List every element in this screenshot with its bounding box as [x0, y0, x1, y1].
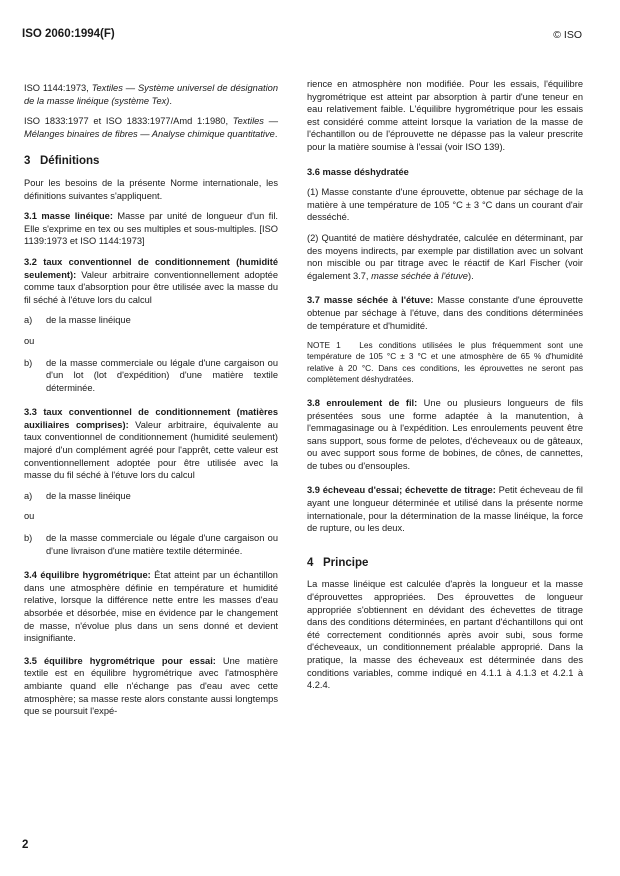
- reference-iso-1144: ISO 1144:1973, Textiles — Système universel de désignation de la masse linéique (système Tex).: [24, 83, 278, 106]
- standard-number: ISO 2060:1994(F): [22, 28, 115, 40]
- list-item: a) de la masse linéique: [24, 315, 131, 326]
- left-column: [24, 82, 278, 726]
- definition-3-3: 3.3 taux conventionnel de conditionnement (matières auxiliaires comprises): Valeur arbitraire, équivalente au taux conventionnel de conditionnement (humidité seulement) majoré d'un complément agréé pour l'apprêt, cette valeur est conventionnellement adoptée pour être utilisée avec la masse du fil séché à l'étuve lors du calcul: [24, 407, 279, 481]
- definition-3-6: 3.6 masse déshydratée: [307, 166, 409, 177]
- definition-3-2: 3.2 taux conventionnel de conditionnement (humidité seulement): Valeur arbitraire conventionnellement adoptée comme taux d'absorption pour être utilisée avec la masse du fil séché à l'étuve lors du calcul: [24, 256, 278, 305]
- page-number: 2: [22, 839, 29, 851]
- section-3-heading: 3 Définitions: [24, 155, 100, 168]
- list-connector: ou: [24, 335, 35, 346]
- right-column: [307, 78, 583, 700]
- list-connector: ou: [24, 511, 35, 522]
- definition-3-5-continued: rience en atmosphère non modifiée. Pour les essais, l'équilibre hygrométrique est atteint par absorption à partir d'une teneur en eau relativement faible. L'équilibre hygrométrique pour les essais est considéré comme atteint lorsque la variation de la masse de l'échantillon ou de l'éprouvette ne dépasse pas la valeur prescrite pour la matière soumise à l'essai (voir ISO 139).: [307, 79, 583, 152]
- definition-3-6-part-2: (2) Quantité de matière déshydratée, calculée en déterminant, par des moyens indirects, par exemple par distillation avec un solvant non miscible ou par titrage avec le réactif de Karl Fischer (voir également 3.7, masse séchée à l'étuve).: [307, 232, 583, 281]
- principle-text: La masse linéique est calculée d'après la longueur et la masse d'éprouvettes appropriées. Des éprouvettes de longueur appropriée s'obtiennent en dévidant des échevettes de titrage dans des conditions déterminées, en partant d'échantillons qui ont été correctement conditionnés après avoir subi, sous forme d'écheveaux, un conditionnement préalable approprié. Dans la pratique, la masse des écheveaux est déterminée dans des conditions variables, comme indiqué en 4.1.1 à 4.1.3 et 4.2.1 à 4.2.4.: [307, 579, 583, 691]
- definition-3-5: 3.5 équilibre hygrométrique pour essai: Une matière textile est en équilibre hygrométrique avec l'atmosphère ambiante quand elle n'échange pas d'eau avec cette atmosphère; sa masse reste alors constante aussi longtemps que se poursuit l'expé-: [24, 655, 278, 717]
- list-item: b) de la masse commerciale ou légale d'une cargaison ou d'un lot (lot d'expédition) d'une matière textile déterminée.: [24, 357, 278, 393]
- definition-3-4: 3.4 équilibre hygrométrique: État atteint par un échantillon dans une atmosphère définie en température et humidité relative, lorsque la différence nette entre les masses d'eau absorbée et désorbée, mise en évidence par le changement de masse, n'évolue plus dans un sens donné et devient insignifiante.: [24, 570, 278, 644]
- section-4-heading: 4 Principe: [307, 556, 369, 569]
- list-item: a) de la masse linéique: [24, 490, 131, 501]
- definition-3-7: 3.7 masse séchée à l'étuve: Masse constante d'une éprouvette obtenue par séchage à l'étuve, dans des conditions déterminées de température et d'humidité.: [307, 295, 584, 331]
- definition-3-8: 3.8 enroulement de fil: Une ou plusieurs longueurs de fils présentées sous une forme adaptée à la manutention, à l'emmagasinage ou à l'expédition. Les enroulements peuvent être sans support, sous forme de pelotes, d'écheveaux ou de gâteaux, ou avec support sous forme de bobines, de cônes, de cannettes, de tubes ou d'ensouples.: [307, 397, 583, 471]
- definition-3-6-part-1: (1) Masse constante d'une éprouvette, obtenue par séchage de la matière à une température de 105 °C ± 3 °C dans un courant d'air desséché.: [307, 187, 583, 223]
- copyright-mark: © ISO: [553, 29, 582, 41]
- list-item: b) de la masse commerciale ou légale d'une cargaison ou d'une livraison d'une matière textile déterminée.: [24, 533, 278, 556]
- definitions-intro: Pour les besoins de la présente Norme internationale, les définitions suivantes s'appliquent.: [24, 177, 278, 201]
- reference-iso-1833: ISO 1833:1977 et ISO 1833:1977/Amd 1:1980, Textiles — Mélanges binaires de fibres — Analyse chimique quantitative.: [24, 116, 278, 139]
- note-1: NOTE 1 Les conditions utilisées le plus fréquemment sont une température de 105 °C ± 3 °C et une atmosphère de 65 % d'humidité relative à 20 °C. Dans ces conditions, les éprouvettes ne seront pas complètement déshydratées.: [307, 340, 584, 384]
- definition-3-1: 3.1 masse linéique: Masse par unité de longueur d'un fil. Elle s'exprime en tex ou ses multiples et sous-multiples. [ISO 1139:1973 et ISO 1144:1973]: [24, 211, 278, 247]
- definition-3-9: 3.9 écheveau d'essai; échevette de titrage: Petit écheveau de fil ayant une longueur déterminée et utilisé dans la présente norme internationale, pour la détermination de la masse linéique, la force de rupture, ou les deux.: [307, 485, 583, 534]
